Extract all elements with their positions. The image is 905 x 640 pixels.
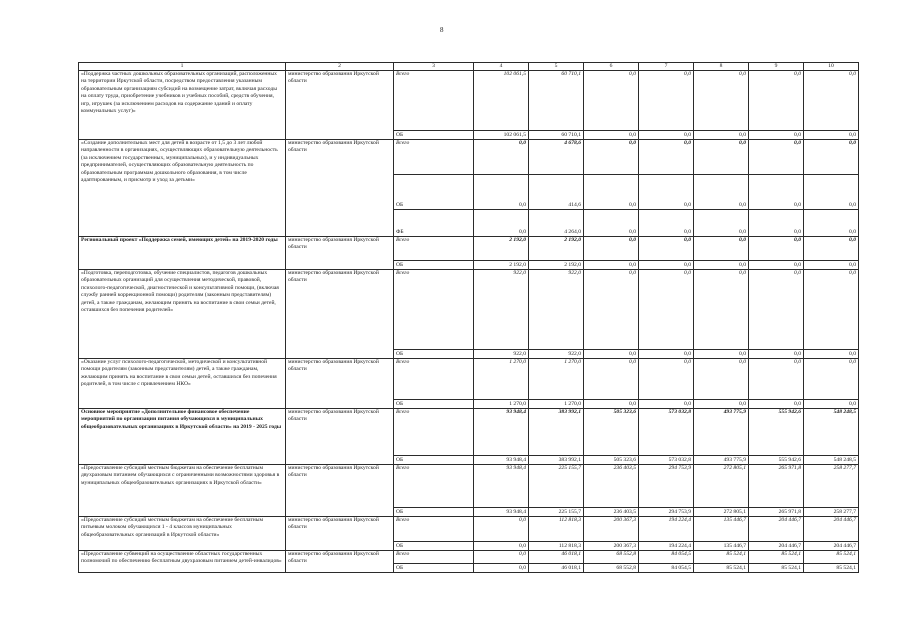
- amount-cell: 1 270,0: [474, 359, 529, 400]
- amount-cell: 102 061,5: [474, 71, 529, 131]
- funding-source: Всего: [394, 465, 474, 508]
- amount-cell: 1 270,0: [529, 359, 584, 400]
- amount-cell: 225 155,7: [529, 465, 584, 508]
- amount-cell: 0,0: [694, 210, 749, 237]
- responsible-executor: министерство образования Иркутской области: [286, 359, 394, 409]
- funding-source: Всего: [394, 140, 474, 175]
- amount-cell: 85 524,1: [749, 551, 804, 564]
- responsible-executor: министерство образования Иркутской области: [286, 465, 394, 517]
- amount-cell: 0,0: [694, 261, 749, 270]
- activity-name: «Предоставление субсидий местным бюджетам на обеспечение бесплатным питьевым молоком обучающихся 1 - 4 классов муниципальных общеобразовательных организаций в Иркутской области»: [79, 517, 286, 551]
- amount-cell: 0,0: [694, 350, 749, 359]
- amount-cell: 0,0: [804, 350, 859, 359]
- amount-cell: 2 192,0: [474, 261, 529, 270]
- amount-cell: 0,0: [584, 350, 639, 359]
- table-row: [79, 409, 859, 456]
- amount-cell: 236 403,5: [584, 465, 639, 508]
- amount-cell: 2 192,0: [529, 261, 584, 270]
- amount-cell: 0,0: [749, 210, 804, 237]
- amount-cell: 0,0: [694, 131, 749, 140]
- amount-cell: 0,0: [804, 400, 859, 409]
- page-number: 8: [440, 26, 444, 34]
- column-number-header: 8: [694, 63, 749, 71]
- amount-cell: 258 277,7: [804, 508, 859, 517]
- column-number-header: 7: [639, 63, 694, 71]
- activity-name: Основное мероприятие «Дополнительное финансовое обеспечение мероприятий по организации питания обучающихся в муниципальных общеобразовательных организациях в Иркутской области» на 2019 - 2025 годы: [79, 409, 286, 465]
- amount-cell: 265 971,8: [749, 508, 804, 517]
- table-row: [79, 270, 859, 350]
- table-row: [79, 71, 859, 131]
- amount-cell: 383 992,1: [529, 456, 584, 465]
- amount-cell: 0,0: [749, 131, 804, 140]
- amount-cell: 0,0: [749, 237, 804, 261]
- column-number-header: 3: [394, 63, 474, 71]
- amount-cell: 0,0: [749, 175, 804, 210]
- amount-cell: 0,0: [584, 261, 639, 270]
- amount-cell: 0,0: [639, 400, 694, 409]
- amount-cell: 0,0: [639, 175, 694, 210]
- amount-cell: 548 248,5: [804, 456, 859, 465]
- amount-cell: 204 446,7: [749, 517, 804, 542]
- amount-cell: 0,0: [694, 237, 749, 261]
- amount-cell: 555 942,6: [749, 456, 804, 465]
- funding-source: ОБ: [394, 542, 474, 551]
- amount-cell: 236 403,5: [584, 508, 639, 517]
- amount-cell: 0,0: [474, 542, 529, 551]
- amount-cell: 0,0: [639, 131, 694, 140]
- amount-cell: 46 018,1: [529, 551, 584, 564]
- amount-cell: 505 323,6: [584, 456, 639, 465]
- amount-cell: 0,0: [694, 270, 749, 350]
- amount-cell: 294 753,9: [639, 465, 694, 508]
- column-number-header: 9: [749, 63, 804, 71]
- amount-cell: 135 446,7: [694, 517, 749, 542]
- amount-cell: 0,0: [474, 517, 529, 542]
- amount-cell: 1 270,0: [529, 400, 584, 409]
- amount-cell: 0,0: [639, 359, 694, 400]
- responsible-executor: министерство образования Иркутской области: [286, 71, 394, 140]
- table-row: [79, 359, 859, 400]
- amount-cell: 555 942,6: [749, 409, 804, 456]
- amount-cell: 0,0: [584, 400, 639, 409]
- column-number-header: 2: [286, 63, 394, 71]
- amount-cell: 60 710,1: [529, 131, 584, 140]
- amount-cell: 0,0: [639, 270, 694, 350]
- funding-source: ОБ: [394, 400, 474, 409]
- amount-cell: 0,0: [474, 140, 529, 175]
- funding-source: ОБ: [394, 508, 474, 517]
- amount-cell: 60 710,1: [529, 71, 584, 131]
- column-number-header: 5: [529, 63, 584, 71]
- activity-name: Региональный проект «Поддержка семей, имеющих детей» на 2019-2020 годы: [79, 237, 286, 270]
- amount-cell: 4 264,0: [529, 210, 584, 237]
- amount-cell: 85 524,1: [804, 551, 859, 564]
- activity-name: «Предоставление субсидий местным бюджетам на обеспечение бесплатным двухразовым питанием обучающихся с ограниченными возможностями здоровья в муниципальных общеобразовательных организациях в Иркутской области»: [79, 465, 286, 517]
- activity-name: «Поддержка частных дошкольных образовательных организаций, расположенных на территории Иркутской области, посредством предоставления указанным образовательным организациям субсидий на возмещение затрат, включая расходы на оплату труда, приобретение учебников и учебных пособий, средств обучения, игр, игрушек (за исключением расходов на содержание зданий и оплату коммунальных услуг)»: [79, 71, 286, 140]
- amount-cell: 204 446,7: [749, 542, 804, 551]
- activity-name: «Создание дополнительных мест для детей в возрасте от 1,5 до 3 лет любой направленности в организациях, осуществляющих образовательную деятельность (за исключением государственных, муниципальных), и у индивидуальных предпринимателей, осуществляющих образовательную деятельность по образовательным программам дошкольного образования, в том числе адаптированным, и присмотр и уход за детьми»: [79, 140, 286, 237]
- funding-source: Всего: [394, 517, 474, 542]
- amount-cell: 505 323,6: [584, 409, 639, 456]
- amount-cell: 0,0: [804, 210, 859, 237]
- amount-cell: 68 552,8: [584, 564, 639, 573]
- header-row: [79, 63, 859, 71]
- amount-cell: 0,0: [804, 359, 859, 400]
- table-row: [79, 465, 859, 508]
- amount-cell: 1 270,0: [474, 400, 529, 409]
- amount-cell: 2 192,0: [529, 237, 584, 261]
- responsible-executor: министерство образования Иркутской области: [286, 517, 394, 551]
- amount-cell: 922,0: [529, 270, 584, 350]
- amount-cell: 112 818,3: [529, 542, 584, 551]
- amount-cell: 0,0: [584, 131, 639, 140]
- amount-cell: 0,0: [749, 350, 804, 359]
- funding-source: Всего: [394, 270, 474, 350]
- amount-cell: 272 805,1: [694, 465, 749, 508]
- responsible-executor: министерство образования Иркутской области: [286, 551, 394, 573]
- amount-cell: 0,0: [474, 564, 529, 573]
- amount-cell: 93 948,4: [474, 409, 529, 456]
- amount-cell: 0,0: [804, 140, 859, 175]
- responsible-executor: министерство образования Иркутской области: [286, 409, 394, 465]
- funding-source: ОБ: [394, 564, 474, 573]
- amount-cell: 272 805,1: [694, 508, 749, 517]
- amount-cell: 383 992,1: [529, 409, 584, 456]
- activity-name: «Оказание услуг психолого-педагогической, методической и консультативной помощи родителям (законным представителям) детей, а также гражданам, желающим принять на воспитание в свои семьи детей, оставшихся без попечения родителей, в том числе с привлечением НКО»: [79, 359, 286, 409]
- amount-cell: 204 446,7: [804, 542, 859, 551]
- activity-name: «Подготовка, переподготовка, обучение специалистов, педагогов дошкольных образовательных организаций для осуществления методической, правовой, психолого-педагогической, диагностической и консультативной помощи, (включая службу ранней коррекционной помощи) родителям (законным представителям) детей, а также гражданам, желающим принять на воспитание в свои семьи детей, оставшихся без попечения родителей»: [79, 270, 286, 359]
- funding-source: ОБ: [394, 175, 474, 210]
- amount-cell: 46 018,1: [529, 564, 584, 573]
- amount-cell: 194 224,4: [639, 517, 694, 542]
- amount-cell: 0,0: [804, 175, 859, 210]
- amount-cell: 85 524,1: [749, 564, 804, 573]
- funding-source: ОБ: [394, 131, 474, 140]
- amount-cell: 93 948,4: [474, 508, 529, 517]
- column-number-header: 1: [79, 63, 286, 71]
- amount-cell: 200 367,3: [584, 542, 639, 551]
- funding-source: Всего: [394, 409, 474, 456]
- amount-cell: 200 367,3: [584, 517, 639, 542]
- responsible-executor: министерство образования Иркутской области: [286, 270, 394, 359]
- funding-source: Всего: [394, 359, 474, 400]
- amount-cell: 204 446,7: [804, 517, 859, 542]
- amount-cell: 0,0: [639, 71, 694, 131]
- amount-cell: 414,6: [529, 175, 584, 210]
- amount-cell: 922,0: [474, 350, 529, 359]
- amount-cell: 493 775,9: [694, 456, 749, 465]
- amount-cell: 0,0: [474, 210, 529, 237]
- table-row: [79, 140, 859, 175]
- amount-cell: 0,0: [474, 175, 529, 210]
- amount-cell: 0,0: [804, 261, 859, 270]
- amount-cell: 573 032,8: [639, 409, 694, 456]
- amount-cell: 0,0: [804, 131, 859, 140]
- amount-cell: 225 155,7: [529, 508, 584, 517]
- amount-cell: 0,0: [639, 210, 694, 237]
- amount-cell: 0,0: [804, 71, 859, 131]
- amount-cell: 0,0: [694, 140, 749, 175]
- table-row: [79, 517, 859, 542]
- amount-cell: 0,0: [749, 270, 804, 350]
- amount-cell: 102 061,5: [474, 131, 529, 140]
- responsible-executor: министерство образования Иркутской области: [286, 237, 394, 270]
- amount-cell: 84 054,5: [639, 551, 694, 564]
- amount-cell: 0,0: [694, 359, 749, 400]
- amount-cell: 2 192,0: [474, 237, 529, 261]
- amount-cell: 84 054,5: [639, 564, 694, 573]
- funding-source: ФБ: [394, 210, 474, 237]
- amount-cell: 493 775,9: [694, 409, 749, 456]
- amount-cell: 0,0: [694, 71, 749, 131]
- amount-cell: 922,0: [474, 270, 529, 350]
- amount-cell: 93 948,4: [474, 456, 529, 465]
- amount-cell: 258 277,7: [804, 465, 859, 508]
- column-number-header: 6: [584, 63, 639, 71]
- amount-cell: 0,0: [584, 359, 639, 400]
- activity-name: «Предоставление субвенций на осуществление областных государственных полномочий по обеспечению бесплатным двухразовым питанием детей-инвалидов»: [79, 551, 286, 573]
- amount-cell: 0,0: [639, 237, 694, 261]
- amount-cell: 85 524,1: [804, 564, 859, 573]
- amount-cell: 0,0: [694, 400, 749, 409]
- amount-cell: 93 948,4: [474, 465, 529, 508]
- amount-cell: 0,0: [584, 71, 639, 131]
- funding-source: ОБ: [394, 456, 474, 465]
- responsible-executor: министерство образования Иркутской области: [286, 140, 394, 237]
- amount-cell: 0,0: [584, 270, 639, 350]
- budget-table: [78, 62, 859, 573]
- amount-cell: 294 753,9: [639, 508, 694, 517]
- funding-source: ОБ: [394, 350, 474, 359]
- amount-cell: 0,0: [639, 261, 694, 270]
- amount-cell: 135 446,7: [694, 542, 749, 551]
- funding-source: Всего: [394, 551, 474, 564]
- amount-cell: 85 524,1: [694, 551, 749, 564]
- amount-cell: 0,0: [639, 140, 694, 175]
- amount-cell: 548 248,5: [804, 409, 859, 456]
- amount-cell: 0,0: [584, 175, 639, 210]
- amount-cell: 0,0: [694, 175, 749, 210]
- amount-cell: 0,0: [804, 237, 859, 261]
- amount-cell: 68 552,8: [584, 551, 639, 564]
- amount-cell: 194 224,4: [639, 542, 694, 551]
- funding-source: Всего: [394, 237, 474, 261]
- amount-cell: 0,0: [474, 551, 529, 564]
- table-row: [79, 551, 859, 564]
- column-number-header: 4: [474, 63, 529, 71]
- table-row: [79, 237, 859, 261]
- amount-cell: 0,0: [749, 359, 804, 400]
- amount-cell: 0,0: [804, 270, 859, 350]
- column-number-header: 10: [804, 63, 859, 71]
- amount-cell: 4 678,6: [529, 140, 584, 175]
- amount-cell: 0,0: [749, 140, 804, 175]
- amount-cell: 265 971,8: [749, 465, 804, 508]
- amount-cell: 85 524,1: [694, 564, 749, 573]
- amount-cell: 0,0: [639, 350, 694, 359]
- amount-cell: 922,0: [529, 350, 584, 359]
- amount-cell: 0,0: [584, 210, 639, 237]
- funding-source: Всего: [394, 71, 474, 131]
- amount-cell: 0,0: [749, 400, 804, 409]
- amount-cell: 112 818,3: [529, 517, 584, 542]
- amount-cell: 0,0: [584, 140, 639, 175]
- amount-cell: 0,0: [584, 237, 639, 261]
- amount-cell: 573 032,8: [639, 456, 694, 465]
- funding-source: ОБ: [394, 261, 474, 270]
- amount-cell: 0,0: [749, 71, 804, 131]
- amount-cell: 0,0: [749, 261, 804, 270]
